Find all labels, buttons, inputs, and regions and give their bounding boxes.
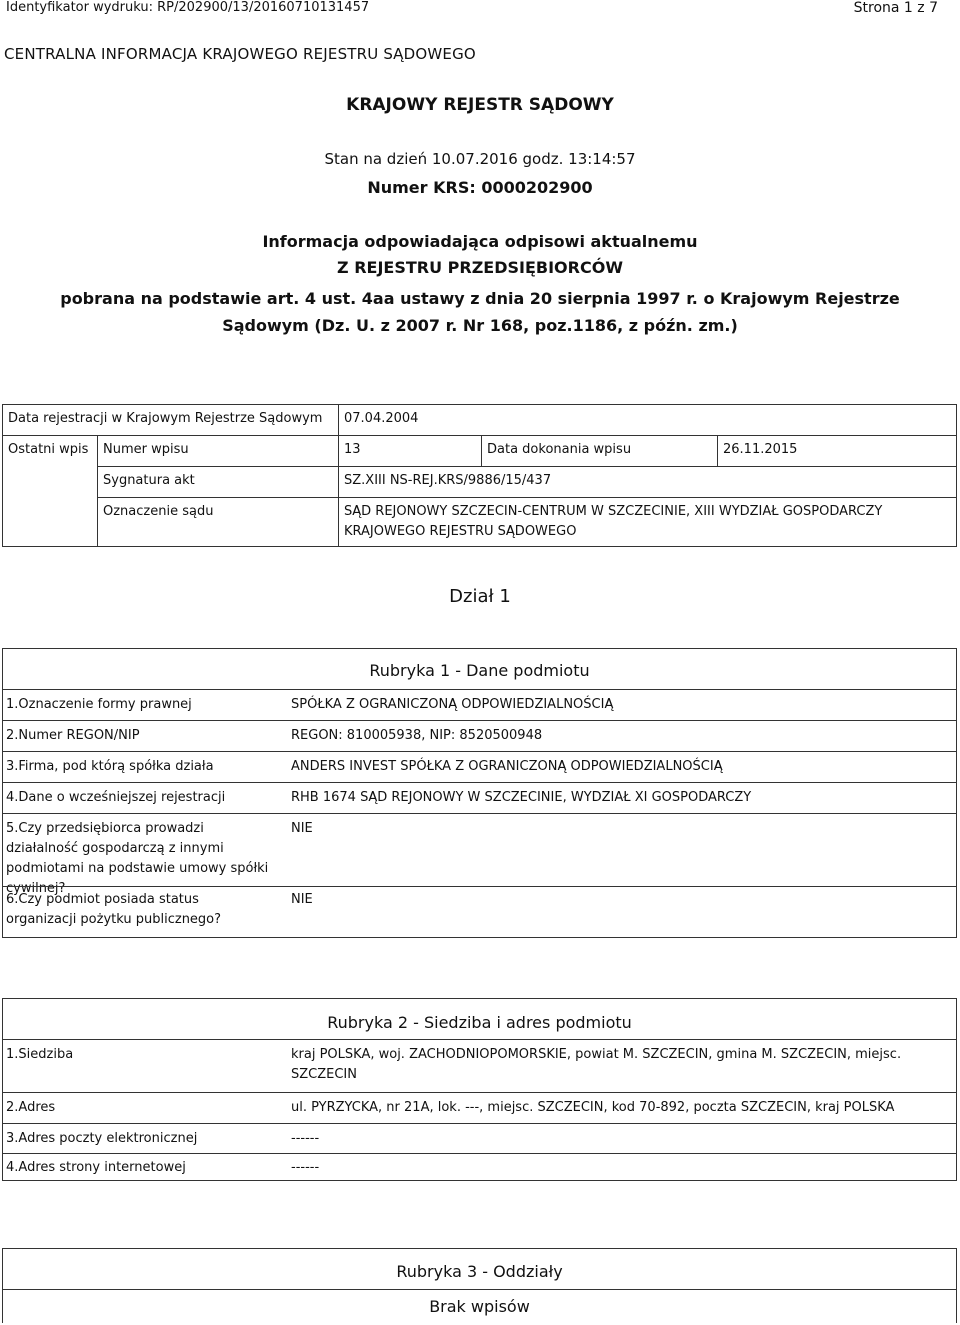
table-row [3, 689, 956, 720]
table-row [3, 405, 957, 436]
table-row [3, 1289, 956, 1325]
table-row [3, 467, 957, 498]
table-row [3, 1092, 956, 1123]
registration-table [2, 404, 957, 547]
table-row [3, 782, 956, 813]
table-row [3, 1039, 956, 1092]
section-title: Dział 1 [449, 586, 511, 607]
legal-basis: pobrana na podstawie art. 4 ust. 4aa ustawy z dnia 20 sierpnia 1997 r. o Krajowym Rejestrze Sądowym (Dz. U. z 2007 r. Nr 168, poz.1186, z późn. zm.) [60, 289, 900, 335]
table-row [3, 1153, 956, 1182]
row-value: SPÓŁKA Z OGRANICZONĄ ODPOWIEDZIALNOŚCIĄ [291, 697, 614, 712]
empty-entries: Brak wpisów [429, 1297, 530, 1316]
rubryka-3-box [2, 1248, 957, 1323]
rubryka-3-title: Rubryka 3 - Oddziały [396, 1262, 563, 1281]
row-label: 4.Dane o wcześniejszej rejestracji [6, 790, 226, 805]
row-label: 1.Oznaczenie formy prawnej [6, 697, 192, 712]
row-label: 3.Firma, pod którą spółka działa [6, 759, 214, 774]
row-label: 2.Adres [6, 1100, 56, 1115]
table-row [3, 498, 957, 547]
row-label: 4.Adres strony internetowej [6, 1160, 186, 1175]
entry-no-value: 13 [339, 436, 482, 467]
signature-label: Sygnatura akt [98, 467, 339, 498]
info-line-2: Z REJESTRU PRZEDSIĘBIORCÓW [337, 258, 623, 277]
row-label: 6.Czy podmiot posiada status organizacji pożytku publicznego? [6, 892, 222, 927]
table-row [3, 886, 956, 938]
table-row [3, 751, 956, 782]
row-value: kraj POLSKA, woj. ZACHODNIOPOMORSKIE, powiat M. SZCZECIN, gmina M. SZCZECIN, miejsc. SZCZECIN [291, 1047, 902, 1082]
row-label: 1.Siedziba [6, 1047, 74, 1062]
row-value: REGON: 810005938, NIP: 8520500948 [291, 728, 543, 743]
court-value: SĄD REJONOWY SZCZECIN-CENTRUM W SZCZECINIE, XIII WYDZIAŁ GOSPODARCZY KRAJOWEGO REJESTRU SĄDOWEGO [339, 498, 957, 547]
rubryka-1-title: Rubryka 1 - Dane podmiotu [369, 661, 590, 680]
info-line-1: Informacja odpowiadająca odpisowi aktualnemu [262, 232, 698, 251]
reg-date-value: 07.04.2004 [339, 405, 957, 436]
entry-no-label: Numer wpisu [98, 436, 339, 467]
rubryka-2-title: Rubryka 2 - Siedziba i adres podmiotu [327, 1013, 632, 1032]
row-value: NIE [291, 821, 313, 836]
table-row [3, 436, 957, 467]
row-value: ANDERS INVEST SPÓŁKA Z OGRANICZONĄ ODPOWIEDZIALNOŚCIĄ [291, 759, 723, 774]
page-number: Strona 1 z 7 [853, 0, 938, 16]
row-value: NIE [291, 892, 313, 907]
organization-name: CENTRALNA INFORMACJA KRAJOWEGO REJESTRU SĄDOWEGO [4, 45, 476, 63]
row-label: 5.Czy przedsiębiorca prowadzi działalność gospodarczą z innymi podmiotami na podstawie umowy spółki cywilnej? [6, 821, 269, 896]
row-label: 3.Adres poczty elektronicznej [6, 1131, 198, 1146]
table-row [3, 813, 956, 896]
row-value: ul. PYRZYCKA, nr 21A, lok. ---, miejsc. SZCZECIN, kod 70-892, poczta SZCZECIN, kraj POLSKA [291, 1100, 895, 1115]
document-title: KRAJOWY REJESTR SĄDOWY [346, 95, 614, 115]
rubryka-2-box [2, 998, 957, 1181]
entry-date-value: 26.11.2015 [718, 436, 957, 467]
table-row [3, 720, 956, 751]
status-date: Stan na dzień 10.07.2016 godz. 13:14:57 [324, 150, 636, 168]
row-value: ------ [291, 1131, 320, 1146]
krs-number: Numer KRS: 0000202900 [367, 178, 593, 197]
last-entry-label: Ostatni wpis [3, 436, 98, 547]
rubryka-1-box [2, 648, 957, 938]
table-row [3, 1123, 956, 1153]
court-label: Oznaczenie sądu [98, 498, 339, 547]
row-value: RHB 1674 SĄD REJONOWY W SZCZECINIE, WYDZIAŁ XI GOSPODARCZY [291, 790, 752, 805]
signature-value: SZ.XIII NS-REJ.KRS/9886/15/437 [339, 467, 957, 498]
reg-date-label: Data rejestracji w Krajowym Rejestrze Sądowym [3, 405, 339, 436]
print-identifier: Identyfikator wydruku: RP/202900/13/20160710131457 [6, 0, 370, 15]
row-value: ------ [291, 1160, 320, 1175]
row-label: 2.Numer REGON/NIP [6, 728, 140, 743]
entry-date-label: Data dokonania wpisu [482, 436, 718, 467]
